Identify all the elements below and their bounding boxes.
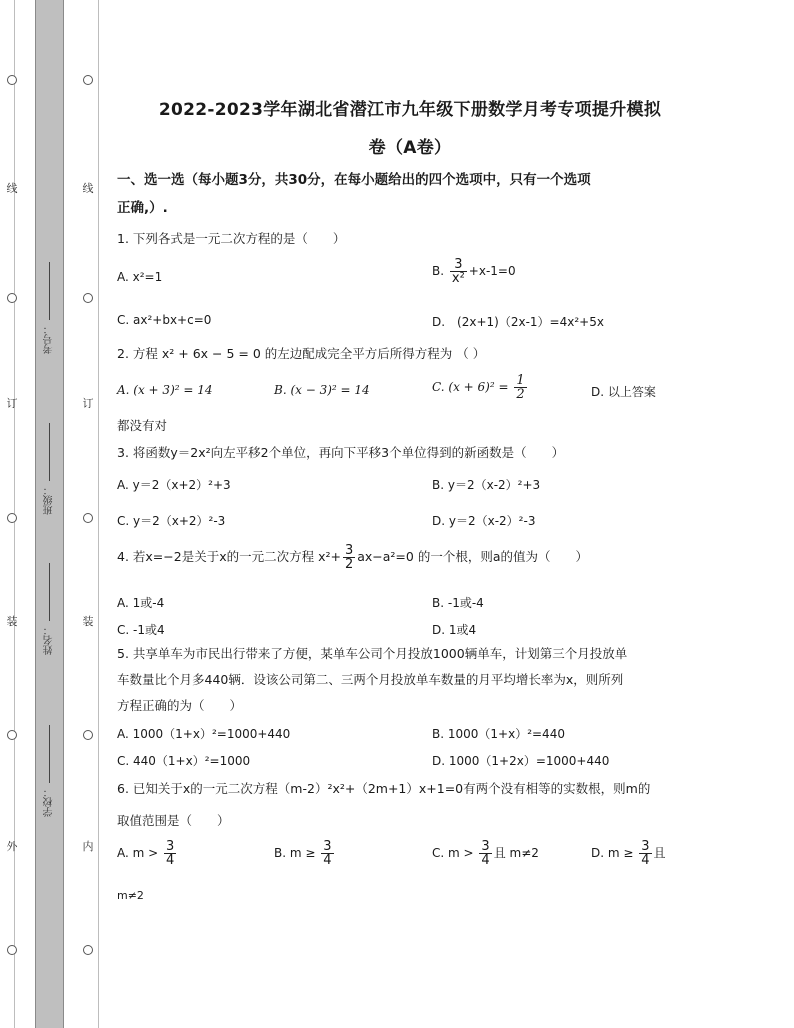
q1-option-b-rest: +x-1=0 bbox=[468, 264, 516, 278]
q2-option-a[interactable]: A. (x + 3)² = 14 bbox=[117, 383, 213, 397]
name-field[interactable] bbox=[42, 563, 58, 655]
q6-stem-line1: 6. 已知关于x的一元二次方程（m-2）²x²+（2m+1）x+1=0有两个没有相等的实数根，则m的 bbox=[117, 781, 651, 796]
q2-option-b[interactable]: B. (x − 3)² = 14 bbox=[274, 383, 370, 397]
exam-number-label: 考号： bbox=[44, 324, 55, 354]
denominator: x² bbox=[451, 271, 465, 286]
binding-hole bbox=[7, 293, 17, 303]
q6-option-c-label: C. m > bbox=[432, 846, 474, 860]
q6-stem-line2: 取值范围是（ ） bbox=[117, 813, 230, 828]
numerator: 3 bbox=[450, 258, 467, 272]
margin-char-line: 线 bbox=[82, 182, 94, 195]
numerator: 1 bbox=[516, 373, 525, 388]
q5-option-c[interactable]: C. 440（1+x）²=1000 bbox=[117, 754, 251, 768]
q2-option-d[interactable]: D. 以上答案 bbox=[591, 385, 656, 399]
exam-number-field[interactable] bbox=[42, 262, 58, 354]
numerator: 3 bbox=[641, 839, 650, 854]
denominator: 2 bbox=[516, 387, 525, 402]
fraction bbox=[514, 374, 526, 401]
binding-hole bbox=[7, 945, 17, 955]
class-field[interactable] bbox=[42, 423, 58, 515]
question-6-stem bbox=[117, 776, 687, 834]
fraction bbox=[343, 544, 355, 571]
numerator: 3 bbox=[166, 839, 175, 854]
q5-option-b[interactable]: B. 1000（1+x）²=440 bbox=[432, 727, 565, 741]
q6-option-c-rest: 且 m≠2 bbox=[493, 846, 539, 860]
q2-option-c[interactable] bbox=[432, 374, 529, 401]
fraction bbox=[164, 840, 176, 867]
q6-option-d-rest: 且 bbox=[653, 846, 666, 860]
margin-char-order: 订 bbox=[6, 397, 18, 410]
q4-option-b[interactable]: B. -1或-4 bbox=[432, 596, 484, 610]
q1-option-b-label: B. bbox=[432, 264, 445, 278]
margin-char-bind: 装 bbox=[6, 615, 18, 628]
margin-char-outside: 外 bbox=[6, 840, 18, 853]
q2-continuation: 都没有对 bbox=[117, 418, 168, 433]
fraction bbox=[321, 840, 333, 867]
q6-option-c[interactable] bbox=[432, 840, 539, 867]
numerator: 3 bbox=[323, 839, 332, 854]
question-3-stem: 3. 将函数y＝2x²向左平移2个单位，再向下平移3个单位得到的新函数是（ ） bbox=[117, 445, 565, 460]
name-label: 姓名： bbox=[44, 625, 55, 655]
school-field[interactable] bbox=[42, 725, 58, 817]
denominator: 4 bbox=[166, 853, 175, 868]
denominator: 4 bbox=[323, 853, 332, 868]
q5-stem-line1: 5. 共享单车为市民出行带来了方便，某单车公司个月投放1000辆单车，计划第三个月投放单 bbox=[117, 646, 628, 661]
q6-option-b-label: B. m ≥ bbox=[274, 846, 316, 860]
margin-char-order: 订 bbox=[82, 397, 94, 410]
section-heading bbox=[117, 166, 687, 222]
page-title-line2: 卷（A卷） bbox=[368, 138, 452, 158]
q3-option-a[interactable]: A. y＝2（x+2）²+3 bbox=[117, 478, 231, 492]
question-2-stem: 2. 方程 x² + 6x − 5 = 0 的左边配成完全平方后所得方程为 （ ） bbox=[117, 346, 486, 361]
margin-line-inner bbox=[98, 0, 99, 1028]
section-heading-line2: 正确,）. bbox=[117, 200, 168, 216]
q5-stem-line3: 方程正确的为（ ） bbox=[117, 698, 243, 713]
q1-option-c[interactable]: C. ax²+bx+c=0 bbox=[117, 313, 212, 327]
binding-hole bbox=[83, 75, 93, 85]
q1-option-d[interactable]: D. (2x+1)（2x-1）=4x²+5x bbox=[432, 315, 604, 329]
numerator: 3 bbox=[481, 839, 490, 854]
q3-option-b[interactable]: B. y＝2（x-2）²+3 bbox=[432, 478, 541, 492]
q4-option-a[interactable]: A. 1或-4 bbox=[117, 596, 165, 610]
fraction bbox=[639, 840, 651, 867]
q6-option-b[interactable] bbox=[274, 840, 336, 867]
q2-option-c-label: C. (x + 6)² = bbox=[432, 380, 509, 394]
margin-char-bind: 装 bbox=[82, 615, 94, 628]
q4-stem-start: 4. 若x=−2是关于x的一元二次方程 x²+ bbox=[117, 549, 341, 564]
q6-option-a-label: A. m > bbox=[117, 846, 159, 860]
binding-hole bbox=[7, 730, 17, 740]
binding-hole bbox=[83, 730, 93, 740]
margin-char-line: 线 bbox=[6, 182, 18, 195]
fraction bbox=[450, 258, 467, 285]
binding-hole bbox=[83, 293, 93, 303]
q6-option-d[interactable] bbox=[591, 840, 666, 867]
q6-continuation: m≠2 bbox=[117, 889, 144, 902]
question-4-stem bbox=[117, 544, 687, 571]
q4-option-d[interactable]: D. 1或4 bbox=[432, 623, 477, 637]
denominator: 2 bbox=[344, 557, 354, 572]
binding-hole bbox=[83, 945, 93, 955]
q4-option-c[interactable]: C. -1或4 bbox=[117, 623, 165, 637]
q1-option-b[interactable] bbox=[432, 258, 516, 285]
binding-hole bbox=[7, 75, 17, 85]
q5-option-a[interactable]: A. 1000（1+x）²=1000+440 bbox=[117, 727, 291, 741]
binding-hole bbox=[83, 513, 93, 523]
q3-option-d[interactable]: D. y＝2（x-2）²-3 bbox=[432, 514, 536, 528]
q1-option-a[interactable]: A. x²=1 bbox=[117, 270, 163, 284]
q5-option-d[interactable]: D. 1000（1+2x）=1000+440 bbox=[432, 754, 610, 768]
margin-char-inside: 内 bbox=[82, 840, 94, 853]
class-label: 班级： bbox=[44, 485, 55, 515]
denominator: 4 bbox=[641, 853, 650, 868]
page-title: 2022-2023学年湖北省潜江市九年级下册数学月考专项提升模拟 bbox=[158, 100, 662, 120]
section-heading-line1: 一、选一选（每小题3分，共30分，在每小题给出的四个选项中，只有一个选项 bbox=[117, 172, 591, 188]
q6-option-a[interactable] bbox=[117, 840, 178, 867]
fraction bbox=[479, 840, 491, 867]
numerator: 3 bbox=[344, 543, 354, 558]
q5-stem-line2: 车数量比个月多440辆．设该公司第二、三两个月投放单车数量的月平均增长率为x，则所列 bbox=[117, 672, 624, 687]
denominator: 4 bbox=[481, 853, 490, 868]
q6-option-d-label: D. m ≥ bbox=[591, 846, 634, 860]
binding-hole bbox=[7, 513, 17, 523]
school-label: 学校： bbox=[44, 787, 55, 817]
question-1-stem: 1. 下列各式是一元二次方程的是（ ） bbox=[117, 231, 346, 246]
q3-option-c[interactable]: C. y＝2（x+2）²-3 bbox=[117, 514, 226, 528]
question-5-stem bbox=[117, 641, 687, 719]
q4-stem-end: ax−a²=0 的一个根，则a的值为（ ） bbox=[357, 549, 588, 564]
